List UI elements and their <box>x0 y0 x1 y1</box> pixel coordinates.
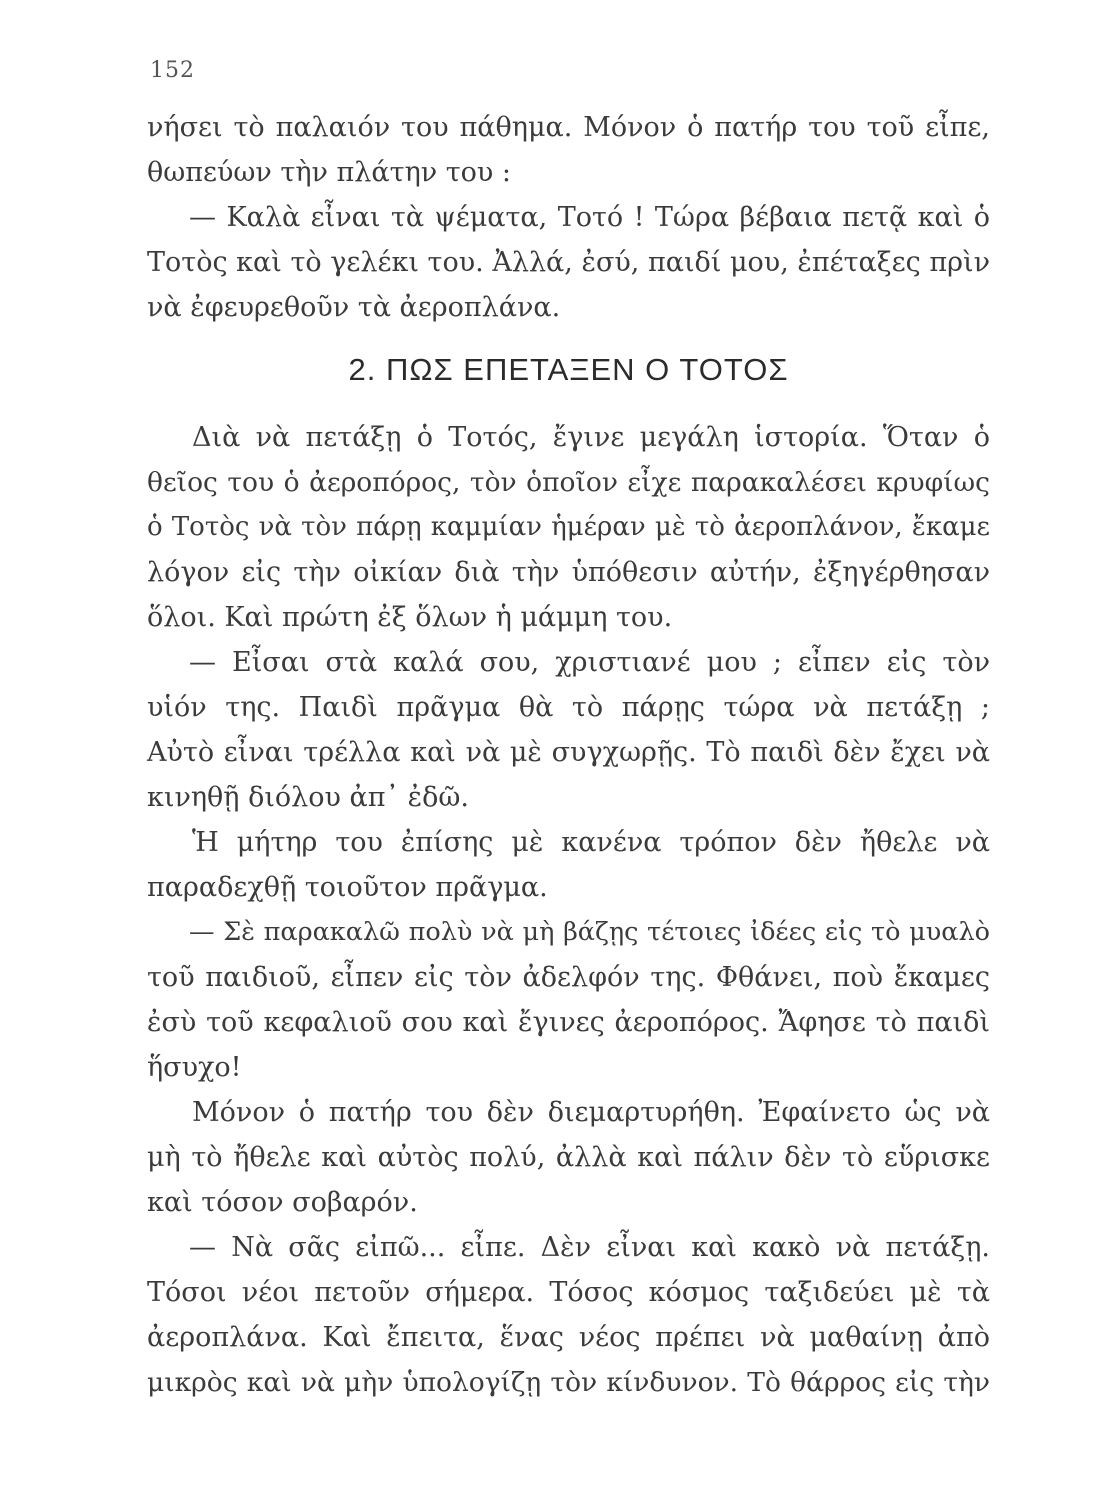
text-line: θεῖος του ὁ ἀεροπόρος, τὸν ὁποῖον εἶχε παρακαλέσει κρυφίως <box>147 467 990 498</box>
text-line: — Εἶσαι στὰ καλά σου, χριστιανέ μου ; εἶπεν εἰς τὸν <box>189 647 990 678</box>
text-line: μικρὸς καὶ νὰ μὴν ὑπολογίζῃ τὸν κίνδυνον. Τὸ θάρρος εἰς τὴν <box>147 1367 990 1398</box>
paragraph-block-main <box>147 415 990 1405</box>
text-line: παραδεχθῇ τοιοῦτον πρᾶγμα. <box>147 872 548 903</box>
text-line: ὁ Τοτὸς νὰ τὸν πάρῃ καμμίαν ἡμέραν μὲ τὸ ἀεροπλάνον, ἔκαμε <box>147 512 990 542</box>
text-line: καὶ τόσον σοβαρόν. <box>147 1187 418 1218</box>
text-line: ἐσὺ τοῦ κεφαλιοῦ σου καὶ ἔγινες ἀεροπόρος. Ἄφησε τὸ παιδὶ <box>147 1007 990 1038</box>
text-line: μὴ τὸ ἤθελε καὶ αὐτὸς πολύ, ἀλλὰ καὶ πάλιν δὲν τὸ εὕρισκε <box>147 1142 990 1173</box>
text-line: τοῦ παιδιοῦ, εἶπεν εἰς τὸν ἀδελφόν της. Φθάνει, ποὺ ἔκαμες <box>147 962 990 993</box>
text-line: Διὰ νὰ πετάξῃ ὁ Τοτός, ἔγινε μεγάλη ἱστορία. Ὅταν ὁ <box>192 422 990 453</box>
text-line: νήσει τὸ παλαιόν του πάθημα. Μόνον ὁ πατήρ του τοῦ εἶπε, <box>147 112 990 143</box>
text-line: — Νὰ σᾶς εἰπῶ... εἶπε. Δὲν εἶναι καὶ κακὸ νὰ πετάξῃ. <box>189 1232 990 1263</box>
text-line: Τόσοι νέοι πετοῦν σήμερα. Τόσος κόσμος ταξιδεύει μὲ τὰ <box>147 1277 990 1308</box>
text-line: νὰ ἐφευρεθοῦν τὰ ἀεροπλάνα. <box>147 292 561 323</box>
page-number: 152 <box>150 58 195 83</box>
text-line: Ἡ μήτηρ του ἐπίσης μὲ κανένα τρόπον δὲν ἤθελε νὰ <box>192 827 990 858</box>
text-line: — Καλὰ εἶναι τὰ ψέματα, Τοτό ! Τώρα βέβαια πετᾷ καὶ ὁ <box>189 202 990 233</box>
text-line: ὅλοι. Καὶ πρώτη ἐξ ὅλων ἡ μάμμη του. <box>147 602 673 633</box>
text-line: λόγον εἰς τὴν οἰκίαν διὰ τὴν ὑπόθεσιν αὐτήν, ἐξηγέρθησαν <box>147 557 990 588</box>
text-line: Τοτὸς καὶ τὸ γελέκι του. Ἀλλά, ἐσύ, παιδί μου, ἐπέταξες πρὶν <box>147 247 990 278</box>
paragraph-block-intro <box>147 105 990 330</box>
text-line: ἀεροπλάνα. Καὶ ἔπειτα, ἕνας νέος πρέπει νὰ μαθαίνῃ ἀπὸ <box>147 1322 990 1353</box>
text-line: Μόνον ὁ πατήρ του δὲν διεμαρτυρήθη. Ἐφαίνετο ὡς νὰ <box>192 1097 990 1128</box>
text-line: κινηθῇ διόλου ἀπ᾽ ἐδῶ. <box>147 782 469 813</box>
text-line: — Σὲ παρακαλῶ πολὺ νὰ μὴ βάζῃς τέτοιες ἰδέες εἰς τὸ μυαλὸ <box>189 917 990 947</box>
text-line: θωπεύων τὴν πλάτην του : <box>147 157 512 188</box>
text-line: ἥσυχο! <box>147 1052 242 1083</box>
text-line: υἱόν της. Παιδὶ πρᾶγμα θὰ τὸ πάρῃς τώρα νὰ πετάξῃ ; <box>147 692 990 723</box>
section-heading: 2. ΠΩΣ ΕΠΕΤΑΞΕΝ Ο ΤΟΤΟΣ <box>348 352 789 387</box>
text-line: Αὐτὸ εἶναι τρέλλα καὶ νὰ μὲ συγχωρῇς. Τὸ παιδὶ δὲν ἔχει νὰ <box>147 737 990 768</box>
